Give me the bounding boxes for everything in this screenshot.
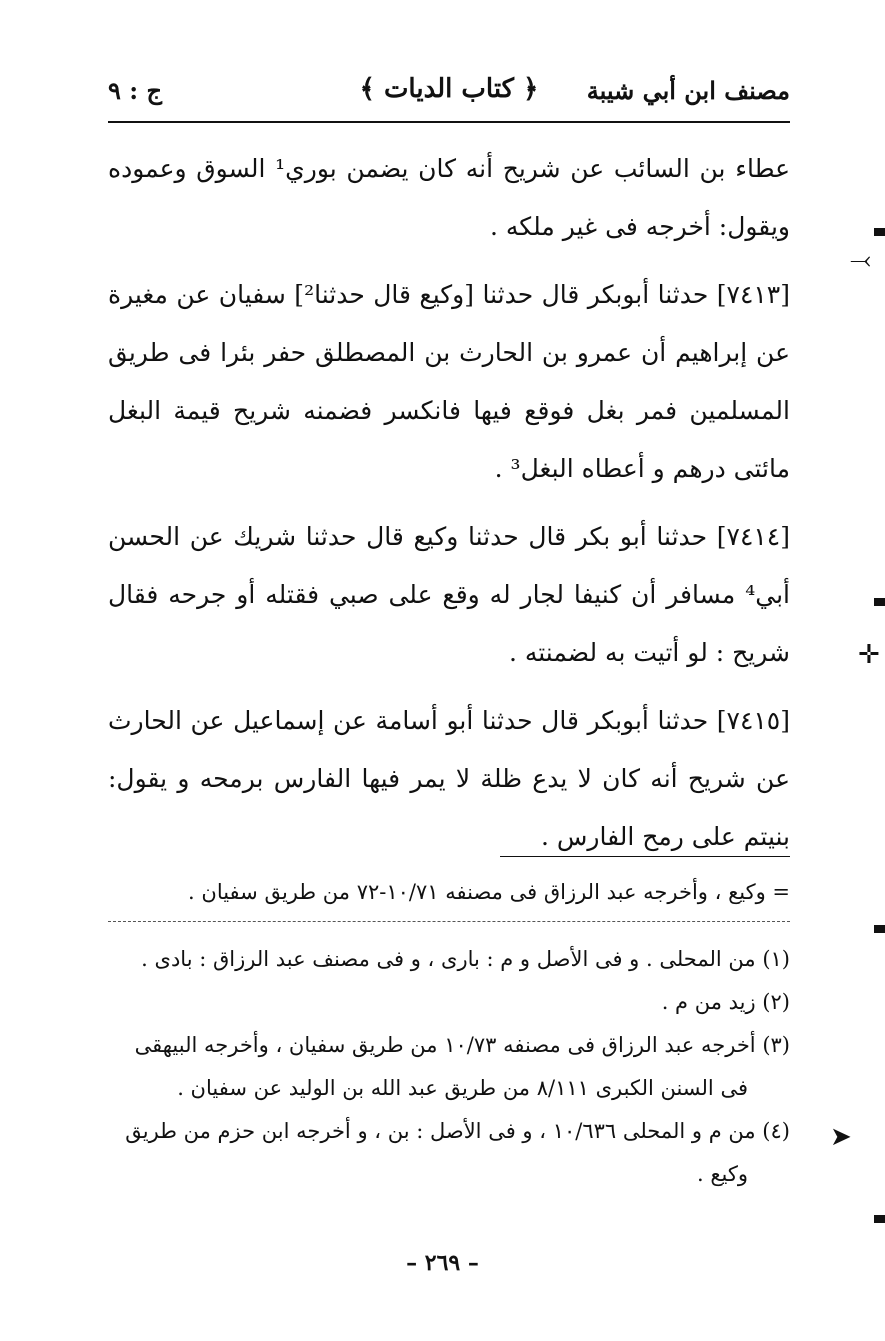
hadith-7414: [٧٤١٤] حدثنا أبو بكر قال حدثنا وكيع قال حدثنا شريك عن الحسن أبي⁴ مسافر أن كنيفا لجار له وقع على صبي فقتله أو جرحه فقال شريح : لو أتيت به لضمنته . bbox=[108, 522, 790, 667]
footnote-continuation: = وكيع ، وأخرجه عبد الرزاق فى مصنفه ١٠/٧١-٧٢ من طريق سفيان . bbox=[188, 880, 790, 904]
book-title: مصنف ابن أبي شيبة bbox=[586, 76, 790, 105]
scan-arrow-mark: ✛ bbox=[858, 640, 880, 670]
footnote-divider bbox=[108, 921, 790, 922]
scan-arrow-mark: ➤ bbox=[830, 1122, 852, 1152]
scan-edge-mark bbox=[874, 598, 885, 606]
scan-edge-mark bbox=[874, 1215, 885, 1223]
footnote-3: (٣) أخرجه عبد الرزاق فى مصنفه ١٠/٧٣ من طريق سفيان ، وأخرجه البيهقى فى السنن الكبرى ٨/١١١ من طريق عبد الله بن الوليد عن سفيان . bbox=[134, 1033, 790, 1100]
scan-edge-mark bbox=[874, 925, 885, 933]
volume-number: ج : ٩ bbox=[108, 76, 162, 105]
main-text bbox=[108, 140, 790, 866]
header-rule bbox=[108, 121, 790, 123]
footnote-2: (٢) زيد من م . bbox=[661, 990, 790, 1014]
scan-arrow-mark: ⤙ bbox=[850, 245, 871, 275]
paragraph-continuation: عطاء بن السائب عن شريح أنه كان يضمن بوري¹ السوق وعموده ويقول: أخرجه فى غير ملكه . bbox=[108, 154, 790, 241]
section-title: ﴿ كتاب الديات ﴾ bbox=[359, 74, 539, 104]
running-header bbox=[108, 70, 790, 118]
footnotes bbox=[108, 938, 790, 1196]
page-number: – ٢٦٩ – bbox=[406, 1250, 479, 1276]
footnote-separator bbox=[500, 856, 790, 857]
hadith-7415: [٧٤١٥] حدثنا أبوبكر قال حدثنا أبو أسامة عن إسماعيل عن الحارث عن شريح أنه كان لا يدع ظلة لا يمر فيها الفارس برمحه و يقول: بنيتم على رمح الفارس . bbox=[108, 706, 790, 851]
scan-edge-mark bbox=[874, 228, 885, 236]
hadith-7413: [٧٤١٣] حدثنا أبوبكر قال حدثنا [وكيع قال حدثنا²] سفيان عن مغيرة عن إبراهيم أن عمرو بن الحارث بن المصطلق حفر بئرا فى طريق المسلمين فمر بغل فوقع فيها فانكسر فضمنه شريح قيمة البغل مائتى درهم و أعطاه البغل³ . bbox=[108, 280, 790, 483]
footnote-4: (٤) من م و المحلى ١٠/٦٣٦ ، و فى الأصل : بن ، و أخرجه ابن حزم من طريق وكيع . bbox=[125, 1119, 790, 1186]
footnote-1: (١) من المحلى . و فى الأصل و م : بارى ، و فى مصنف عبد الرزاق : بادى . bbox=[141, 947, 790, 971]
